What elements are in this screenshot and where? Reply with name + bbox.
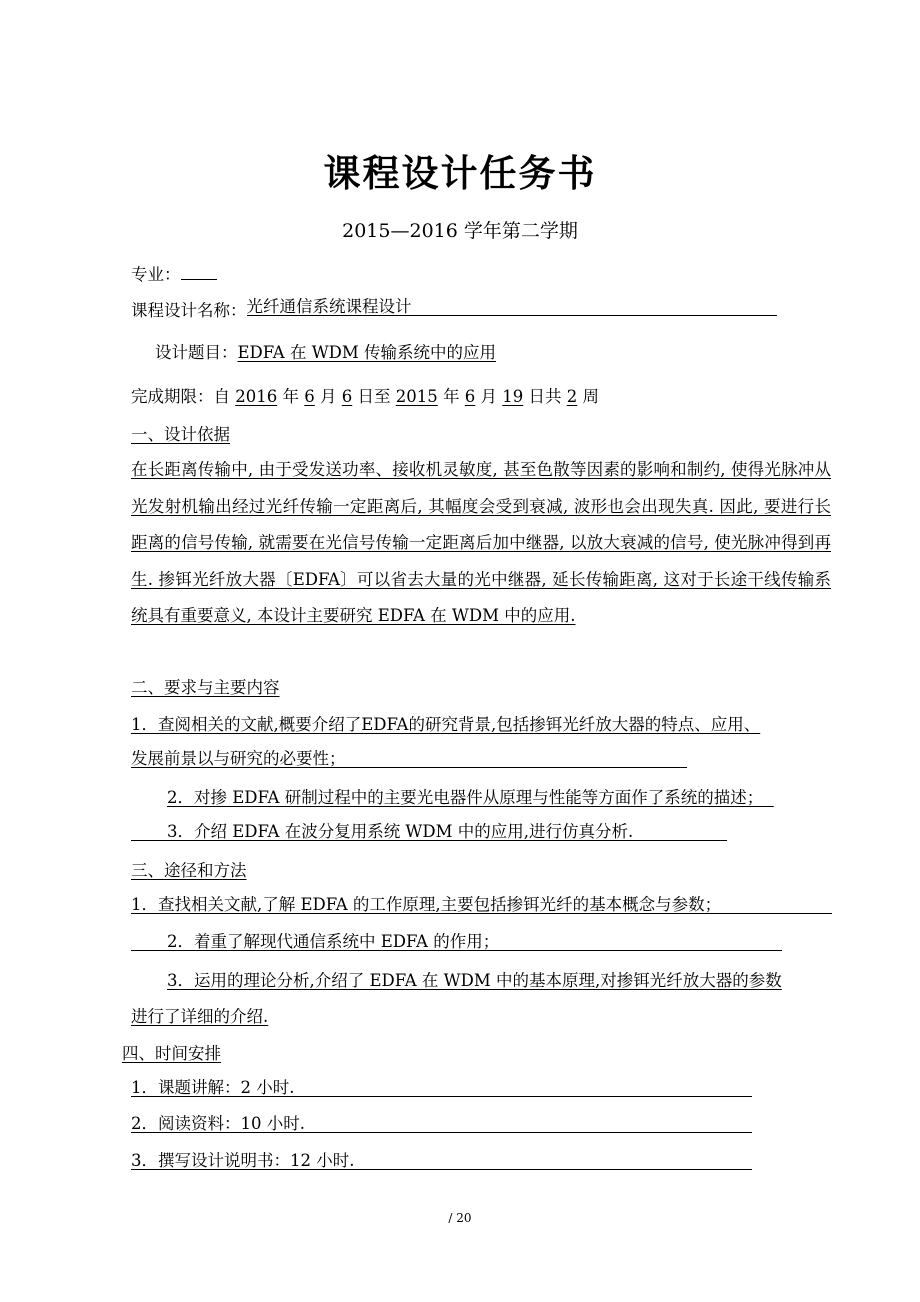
section4-item3-field: [131, 1152, 752, 1170]
section4-item2-row: [131, 1115, 752, 1139]
end-month-unit: 月: [475, 387, 503, 406]
section2-item2: [131, 787, 774, 809]
section2-item3-field: [131, 823, 727, 841]
weeks: 2: [566, 387, 578, 406]
course-line: [131, 298, 777, 322]
month-unit: 月: [314, 387, 342, 406]
period-label: 完成期限：自: [131, 387, 236, 406]
page-number: / 20: [448, 1211, 472, 1225]
document-title: 课程设计任务书: [323, 152, 597, 195]
section2-item1-line2-field: [131, 750, 687, 768]
start-day: 6: [341, 387, 353, 406]
total-label: 日共: [523, 387, 567, 406]
start-month: 6: [304, 387, 315, 406]
section3-item2-field: [131, 933, 782, 951]
section3-item3-line1-text: 3．运用的理论分析,介绍了 EDFA 在 WDM 中的基本原理,对掺铒光纤放大器的参数: [167, 971, 782, 990]
section3-item3-line1: [131, 970, 782, 992]
end-day: 19: [502, 387, 524, 406]
course-field: [247, 298, 777, 316]
section2-item3: 3．介绍 EDFA 在波分复用系统 WDM 中的应用,进行仿真分析.: [167, 822, 634, 841]
section4-item2: 2．阅读资料：10 小时.: [131, 1114, 305, 1133]
section3-item1-row: [131, 896, 832, 920]
day-to: 日至: [352, 387, 396, 406]
end-year: 2015: [395, 387, 438, 406]
section2-heading: 二、要求与主要内容: [131, 678, 280, 697]
topic-label: 设计题目：: [155, 343, 238, 362]
section4-heading: 四、时间安排: [122, 1044, 221, 1063]
section3-item1: 1．查找相关文献,了解 EDFA 的工作原理,主要包括掺铒光纤的基本概念与参数；: [131, 895, 722, 914]
end-month: 6: [464, 387, 476, 406]
major-label: 专业：: [131, 265, 181, 284]
section4-item1-field: [131, 1079, 752, 1097]
section2-item1-line2-row: [131, 750, 687, 774]
section3-item2: 2．着重了解现代通信系统中 EDFA 的作用；: [167, 932, 500, 951]
section1-body: [131, 452, 831, 635]
section2-item1-line2: 发展前景以与研究的必要性；: [131, 749, 346, 768]
period-line: [131, 386, 599, 408]
topic-line: [155, 342, 496, 364]
section4-item1: 1．课题讲解：2 小时.: [131, 1078, 295, 1097]
year-unit: 年: [277, 387, 305, 406]
section4-item3-row: [131, 1152, 752, 1176]
section2-item2-text: 2．对掺 EDFA 研制过程中的主要光电器件从原理与性能等方面作了系统的描述；: [167, 788, 764, 807]
section3-item3-line2: 进行了详细的介绍.: [131, 1007, 269, 1026]
section2-item1-line1: 1．查阅相关的文献,概要介绍了EDFA的研究背景,包括掺铒光纤放大器的特点、应用、: [131, 715, 761, 734]
course-label: 课程设计名称：: [131, 301, 247, 320]
section3-heading: 三、途径和方法: [131, 861, 247, 880]
course-value: 光纤通信系统课程设计: [246, 297, 412, 316]
topic-value: EDFA 在 WDM 传输系统中的应用: [237, 343, 497, 362]
section2-item3-row: [131, 823, 727, 847]
major-line: [131, 262, 217, 286]
section4-item1-row: [131, 1079, 752, 1103]
semester: 2015—2016 学年第二学期: [342, 220, 578, 242]
end-year-unit: 年: [437, 387, 465, 406]
section3-item1-field: [131, 896, 832, 914]
section1-heading: 一、设计依据: [131, 425, 230, 444]
section3-item2-row: [131, 933, 782, 957]
section4-item3: 3．撰写设计说明书：12 小时.: [131, 1151, 355, 1170]
start-year: 2016: [235, 387, 278, 406]
section4-item2-field: [131, 1115, 752, 1133]
section1-text: 在长距离传输中, 由于受发送功率、接收机灵敏度, 甚至色散等因素的影响和制约, 使得光脉冲从光发射机输出经过光纤传输一定距离后, 其幅度会受到衰减, 波形也会出现失真. 因此, 要进行长距离的信号传输, 就需要在光信号传输一定距离后加中继器, 以放大衰减的信号, 使光脉冲得到再生. 掺铒光纤放大器〔EDFA〕可以省去大量的光中继器, 延长传输距离, 这对于长途干线传输系统具有重要意义, 本设计主要研究 EDFA 在 WDM 中的应用.: [131, 460, 831, 625]
week-unit: 周: [577, 387, 599, 406]
major-blank: [181, 262, 217, 280]
